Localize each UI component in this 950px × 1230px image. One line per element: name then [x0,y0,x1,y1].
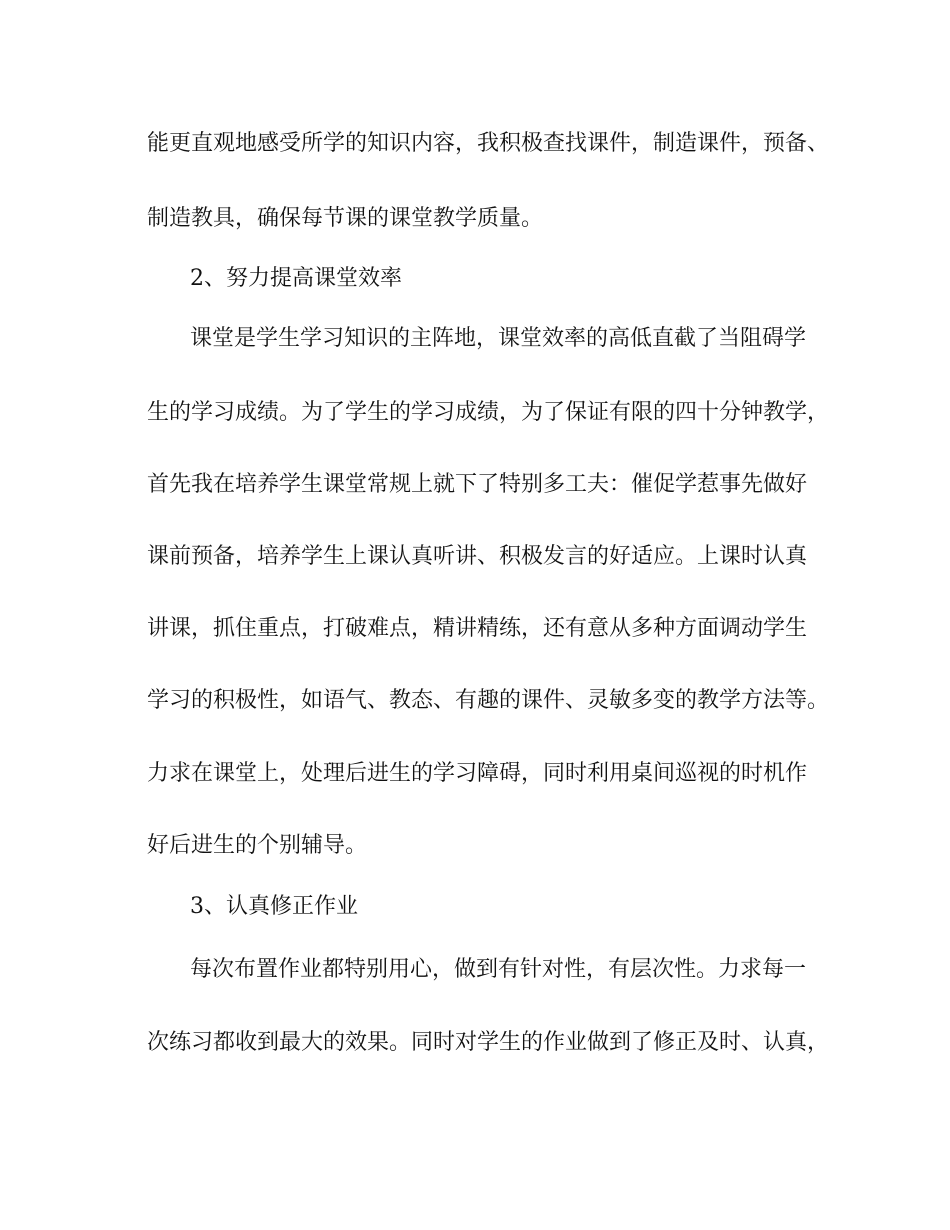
body-text-line: 首先我在培养学生课堂常规上就下了特别多工夫：催促学惹事先做好 [147,472,808,497]
body-text-line: 好后进生的个别辅导。 [147,833,368,858]
body-text-line: 力求在课堂上，处理后进生的学习障碍，同时利用桌间巡视的时机作 [147,761,808,786]
section-heading: 2、努力提高课堂效率 [190,266,402,291]
body-text-line: 次练习都收到最大的效果。同时对学生的作业做到了修正及时、认真， [147,1030,830,1055]
section-heading: 3、认真修正作业 [190,894,358,919]
body-text-line: 课堂是学生学习知识的主阵地，课堂效率的高低直截了当阻碍学 [190,326,807,351]
body-text-line: 每次布置作业都特别用心，做到有针对性，有层次性。力求每一 [190,957,807,982]
body-text-line: 讲课，抓住重点，打破难点，精讲精练，还有意从多种方面调动学生 [147,616,808,641]
body-text-line: 课前预备，培养学生上课认真听讲、积极发言的好适应。上课时认真 [147,544,808,569]
body-text-line: 学习的积极性，如语气、教态、有趣的课件、灵敏多变的教学方法等。 [147,688,830,713]
body-text-line: 生的学习成绩。为了学生的学习成绩，为了保证有限的四十分钟教学， [147,400,830,425]
body-text-line: 能更直观地感受所学的知识内容，我积极查找课件，制造课件，预备、 [147,131,830,156]
body-text-line: 制造教具，确保每节课的课堂教学质量。 [147,206,544,231]
